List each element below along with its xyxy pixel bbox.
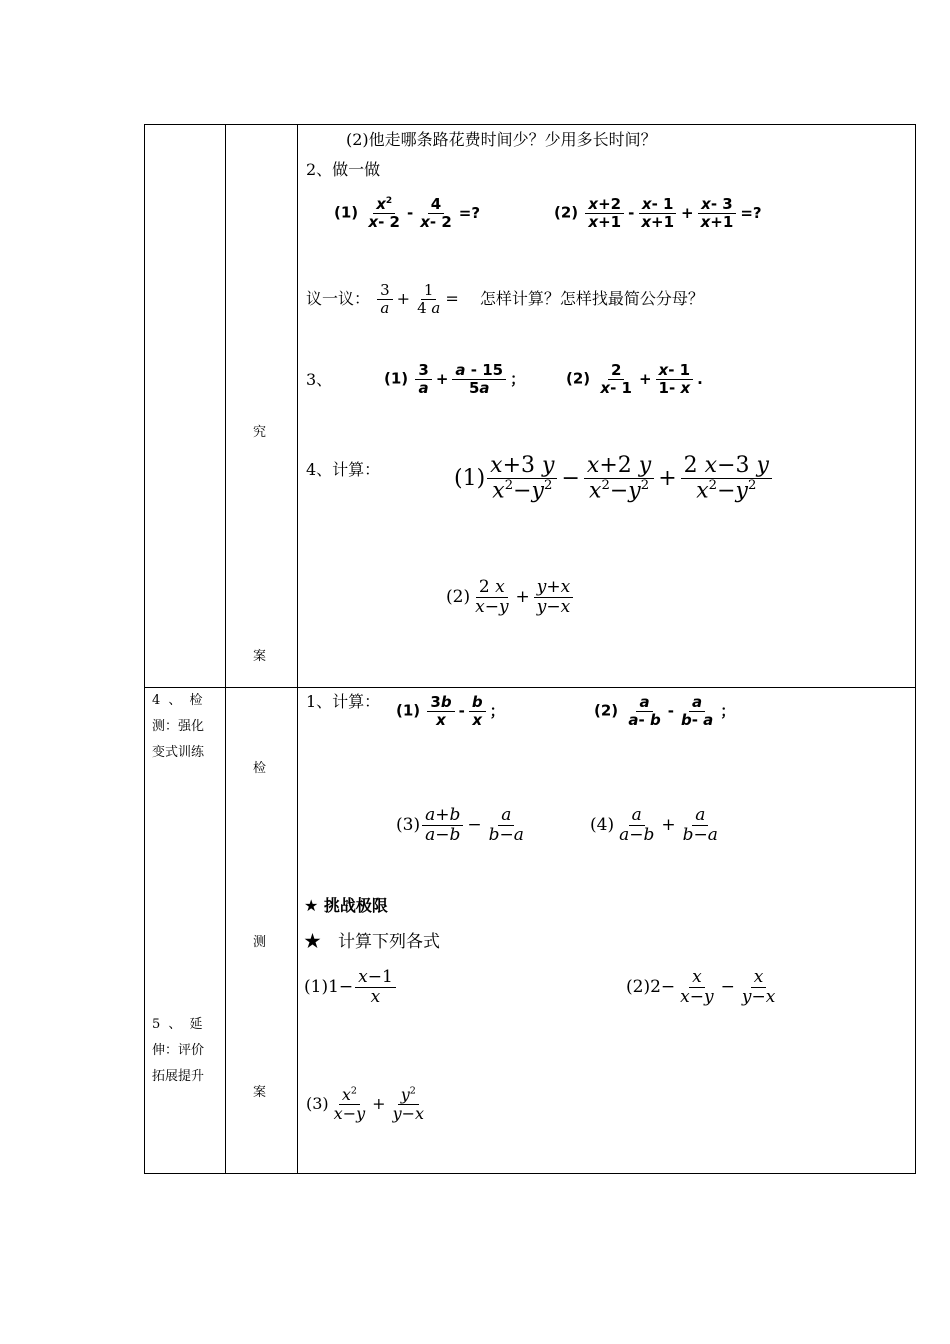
item-3-problem-2: (2) $\frac{2}{x- 1}$ + $\frac{x- 1}{1- x}$ .: [566, 361, 703, 397]
question-2-line: (2)他走哪条路花费时间少？少用多长时间？: [346, 130, 657, 149]
challenge-problem-1: (1)1− $\frac{x-1}{x}$: [304, 968, 398, 1006]
left-text: 变式训练: [152, 745, 205, 760]
problem-label: (2): [594, 701, 619, 720]
do-it-problem-1: (1) $\frac{x^2}{x- 2}$ - $\frac{4}{x- 2}$ =?: [334, 195, 481, 231]
problem-label: (2): [566, 369, 591, 388]
mid-char-jiu: 究: [253, 425, 267, 440]
problem-label: (1): [454, 465, 486, 491]
item-3-label: 3、: [306, 370, 333, 389]
left-text: 4 、 检: [152, 693, 205, 708]
challenge-heading: ★ 挑战极限: [304, 896, 388, 915]
compute-heading: ★ 计算下列各式: [304, 932, 440, 952]
do-it-problem-2: (2) $\frac{x+2}{x+1}$ - $\frac{x- 1}{x+1}$ + $\frac{x- 3}{x+1}$ =?: [554, 195, 762, 231]
problem-label: (4): [590, 815, 615, 836]
challenge-problem-3: (3) $\frac{x^2}{x-y}$ + $\frac{y^2}{y-x}$: [306, 1085, 425, 1123]
discuss-row: 议一议： $\frac{3}{a}$ + $\frac{1}{4 a}$ = 怎样计算？怎样找最简公分母？: [306, 281, 704, 317]
problem-label: (1)1−: [304, 977, 354, 998]
left-text: 测：强化: [152, 719, 205, 734]
item-4-problem-2: (2) $\frac{2 x}{x-y}$ + $\frac{y+x}{y-x}$: [446, 578, 575, 616]
left-section-4: [152, 688, 218, 766]
row-divider: [145, 687, 915, 688]
problem-label: (1): [396, 701, 421, 720]
mid-char-an: 案: [253, 649, 267, 664]
calc-label: 1、计算：: [306, 692, 381, 711]
challenge-problem-2: (2)2− $\frac{x}{x-y}$ − $\frac{x}{y-x}$: [626, 967, 776, 1007]
problem-label: (2): [554, 203, 579, 222]
item-4-label: 4、计算：: [306, 460, 381, 479]
calc-problem-3: (3) $\frac{a+b}{a-b}$ − $\frac{a}{b-a}$: [396, 805, 524, 845]
discuss-label: 议一议：: [306, 289, 371, 308]
left-text: 拓展提升: [152, 1069, 205, 1084]
problem-label: (1): [334, 203, 359, 222]
problem-label: (3): [396, 815, 421, 836]
do-it-heading: 2、做一做: [306, 160, 381, 179]
item-3-problem-1: (1) $\frac{3}{a}$ + $\frac{a - 15}{5a}$ ；: [384, 361, 526, 397]
mid-char-jian: 检: [253, 761, 267, 776]
left-section-5: [152, 1012, 218, 1090]
calc-problem-2: (2) $\frac{a}{a- b}$ - $\frac{a}{b- a}$ ；: [594, 693, 736, 729]
mid-char-an-2: 案: [253, 1085, 267, 1100]
column-divider-2: [297, 125, 298, 1173]
calc-problem-1: (1) $\frac{3b}{x}$ - $\frac{b}{x}$ ；: [396, 693, 505, 729]
item-4-problem-1: (1) $\frac{x+3 y}{x^2-y^2}$ − $\frac{x+2 y}{x^2-y^2}$ + $\frac{2 x-3 y}{x^2-y^2}$: [454, 454, 774, 504]
problem-label: (1): [384, 369, 409, 388]
mid-char-ce: 测: [253, 935, 267, 950]
discuss-text: 怎样计算？怎样找最简公分母？: [479, 289, 704, 308]
left-text: 伸：评价: [152, 1043, 205, 1058]
column-divider-1: [225, 125, 226, 1173]
problem-label: (3): [306, 1094, 329, 1114]
left-text: 5 、 延: [152, 1017, 205, 1032]
problem-label: (2)2−: [626, 977, 676, 998]
calc-problem-4: (4) $\frac{a}{a-b}$ + $\frac{a}{b-a}$: [590, 805, 718, 845]
problem-label: (2): [446, 587, 471, 608]
